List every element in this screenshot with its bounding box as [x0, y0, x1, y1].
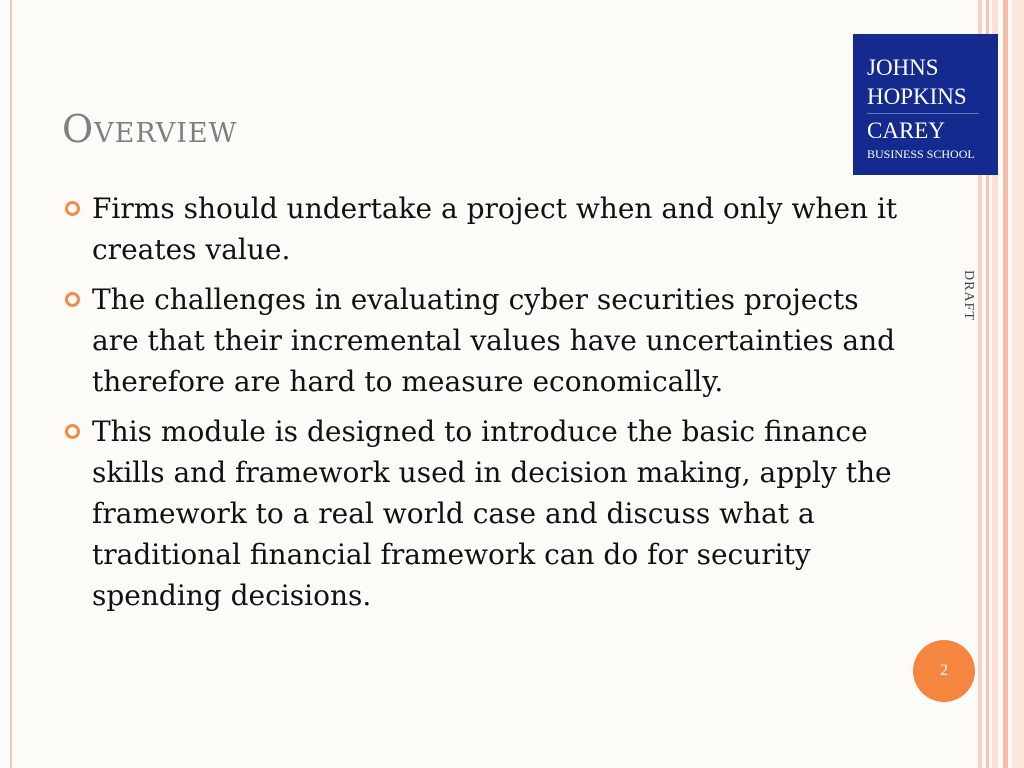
- bullet-circle-icon: [65, 201, 80, 216]
- bullet-circle-icon: [65, 424, 80, 439]
- decorative-stripe: [1012, 0, 1024, 768]
- bullet-item: [62, 279, 902, 402]
- logo-line-3: CAREY: [867, 118, 945, 143]
- bullet-circle-icon: [65, 292, 80, 307]
- left-border-line: [10, 0, 12, 768]
- bullet-item: [62, 411, 902, 616]
- page-number-badge: [913, 640, 975, 702]
- logo-line-1: JOHNS: [867, 55, 939, 80]
- logo-line-4: BUSINESS SCHOOL: [867, 147, 975, 161]
- slide-title: Overview: [62, 107, 238, 151]
- decorative-stripe: [1003, 0, 1008, 768]
- page-number: 2: [940, 662, 948, 679]
- logo-line-2: HOPKINS: [867, 82, 979, 114]
- bullet-list: [62, 188, 902, 625]
- bullet-text: Firms should undertake a project when and only when it creates value.: [92, 192, 898, 266]
- draft-label: DRAFT: [961, 270, 976, 321]
- bullet-text: This module is designed to introduce the basic finance skills and framework used in decision making, apply the framework to a real world case and discuss what a traditional financial framework can do for security spending decisions.: [92, 415, 892, 612]
- bullet-item: [62, 188, 902, 270]
- school-logo: [853, 34, 998, 175]
- bullet-text: The challenges in evaluating cyber securities projects are that their incremental values have uncertainties and therefore are hard to measure economically.: [92, 283, 896, 398]
